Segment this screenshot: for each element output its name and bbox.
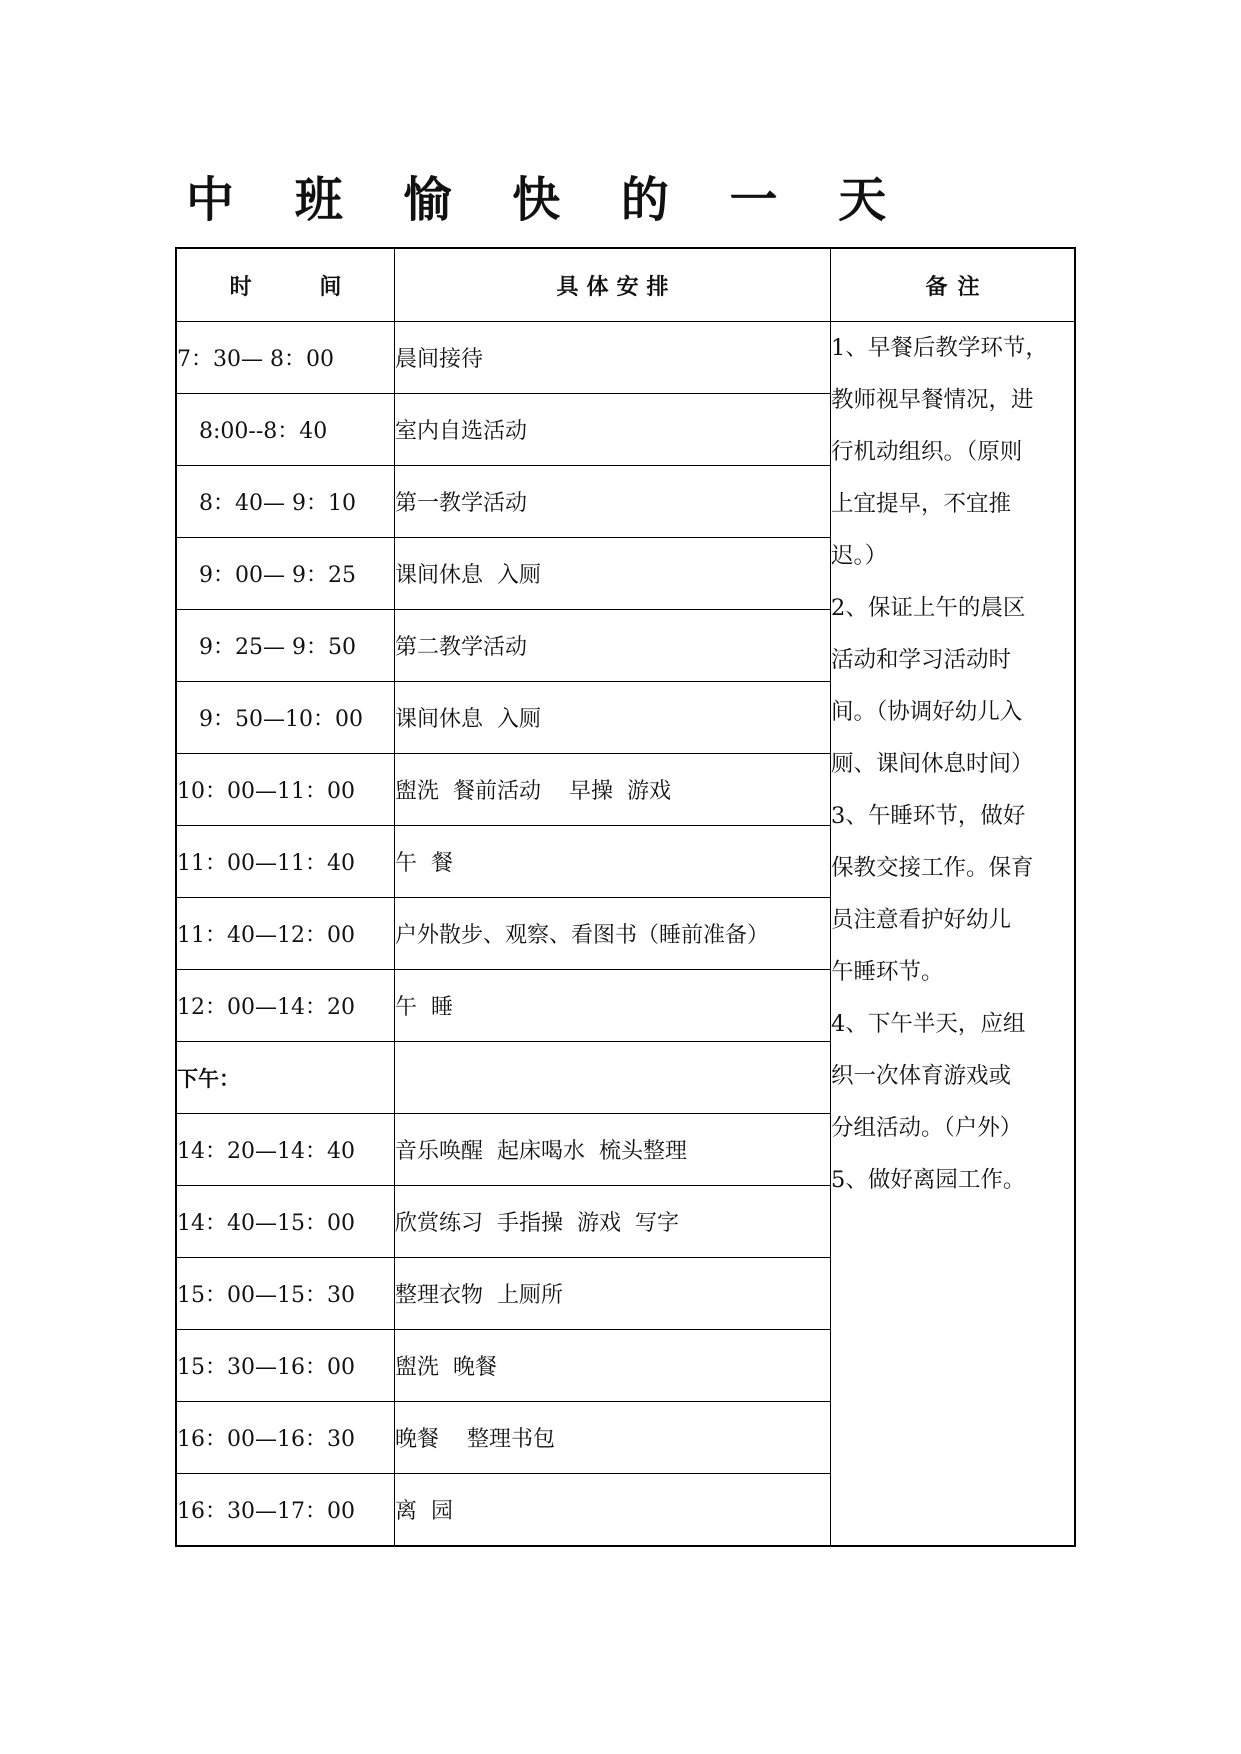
time-cell: 9：25— 9：50 <box>177 610 395 682</box>
plan-cell: 音乐唤醒 起床喝水 梳头整理 <box>395 1114 831 1186</box>
plan-cell: 户外散步、观察、看图书（睡前准备） <box>395 898 831 970</box>
note-line: 3、午睡环节，做好 <box>831 803 1026 829</box>
note-line: 2、保证上午的晨区 <box>831 595 1026 621</box>
plan-cell: 午 餐 <box>395 826 831 898</box>
plan-cell: 盥洗 晚餐 <box>395 1330 831 1402</box>
note-line: 上宜提早，不宜推 <box>831 491 1012 517</box>
time-cell: 16：30—17：00 <box>177 1474 395 1546</box>
time-cell: 11：00—11：40 <box>177 826 395 898</box>
time-cell: 16：00—16：30 <box>177 1402 395 1474</box>
note-line: 分组活动。（户外） <box>831 1115 1023 1141</box>
note-line: 1、早餐后教学环节， <box>831 335 1048 361</box>
plan-cell: 课间休息 入厕 <box>395 538 831 610</box>
note-line: 厕、课间休息时间） <box>831 751 1034 777</box>
plan-cell: 盥洗 餐前活动 早操 游戏 <box>395 754 831 826</box>
time-cell: 10：00—11：00 <box>177 754 395 826</box>
plan-cell: 欣赏练习 手指操 游戏 写字 <box>395 1186 831 1258</box>
note-line: 织一次体育游戏或 <box>831 1063 1012 1089</box>
time-cell: 8:00--8：40 <box>177 394 395 466</box>
plan-cell <box>395 1042 831 1114</box>
table-row <box>177 322 1075 394</box>
note-line: 4、下午半天，应组 <box>831 1011 1026 1037</box>
header-plan: 具体安排 <box>395 249 831 322</box>
note-line: 保教交接工作。保育 <box>831 855 1034 881</box>
time-cell: 8：40— 9：10 <box>177 466 395 538</box>
plan-cell: 晚餐 整理书包 <box>395 1402 831 1474</box>
time-cell: 15：00—15：30 <box>177 1258 395 1330</box>
plan-cell: 离 园 <box>395 1474 831 1546</box>
note-line: 迟。） <box>831 543 888 569</box>
plan-cell: 晨间接待 <box>395 322 831 394</box>
page-title: 中 班 愉 快 的 一 天 <box>186 172 909 228</box>
plan-cell: 第一教学活动 <box>395 466 831 538</box>
notes-cell <box>831 322 1075 1546</box>
note-line: 行机动组织。（原则 <box>831 439 1023 465</box>
note-line: 午睡环节。 <box>831 959 944 985</box>
time-cell: 15：30—16：00 <box>177 1330 395 1402</box>
plan-cell: 室内自选活动 <box>395 394 831 466</box>
plan-cell: 午 睡 <box>395 970 831 1042</box>
plan-cell: 课间休息 入厕 <box>395 682 831 754</box>
time-cell: 9：50—10：00 <box>177 682 395 754</box>
section-label: 下午： <box>177 1042 395 1114</box>
note-line: 员注意看护好幼儿 <box>831 907 1012 933</box>
time-cell: 14：20—14：40 <box>177 1114 395 1186</box>
plan-cell: 整理衣物 上厕所 <box>395 1258 831 1330</box>
note-line: 间。（协调好幼儿入 <box>831 699 1023 725</box>
time-cell: 12：00—14：20 <box>177 970 395 1042</box>
time-cell: 14：40—15：00 <box>177 1186 395 1258</box>
schedule-table <box>176 248 1075 1546</box>
note-line: 5、做好离园工作。 <box>831 1167 1026 1193</box>
header-note: 备注 <box>831 249 1075 322</box>
note-line: 教师视早餐情况，进 <box>831 387 1034 413</box>
time-cell: 11：40—12：00 <box>177 898 395 970</box>
time-cell: 7：30— 8：00 <box>177 322 395 394</box>
table-header-row <box>177 249 1075 322</box>
plan-cell: 第二教学活动 <box>395 610 831 682</box>
note-line: 活动和学习活动时 <box>831 647 1012 673</box>
time-cell: 9：00— 9：25 <box>177 538 395 610</box>
header-time: 时 间 <box>177 249 395 322</box>
